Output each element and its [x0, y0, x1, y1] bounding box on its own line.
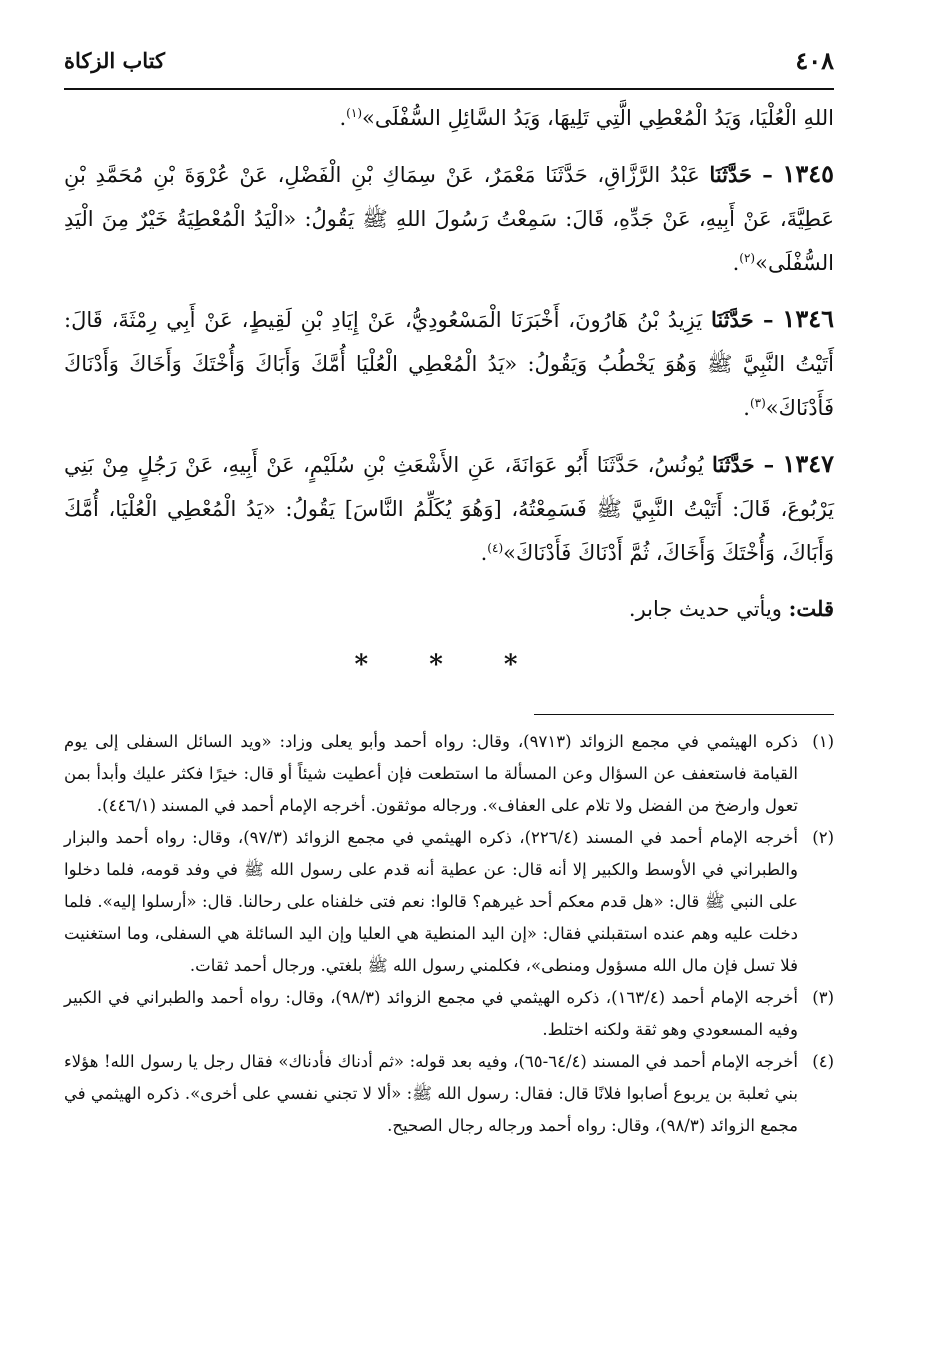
- footnote: [64, 822, 834, 982]
- footnote: [64, 982, 834, 1046]
- footnote-ref: (٣): [749, 396, 766, 410]
- hadith-paragraph: ١٣٤٦ – حَدَّثَنَا يَزِيدُ بْنُ هَارُونَ، أَخْبَرَنَا الْمَسْعُودِيُّ، عَنْ إِيَادِ بْنِ لَقِيطٍ، عَنْ أَبِي رِمْثَةَ، قَالَ: أَتَيْتُ النَّبِيَّ ﷺ وَهُوَ يَخْطُبُ وَيَقُولُ: «يَدُ الْمُعْطِي الْعُلْيَا أُمَّكَ وَأَبَاكَ وَأُخْتَكَ وَأَخَاكَ وَأَدْنَاكَ فَأَدْنَاكَ»$^{(٣)}$.: [64, 304, 834, 420]
- footnote-marker: (١): [812, 732, 834, 751]
- footnote-text: أخرجه الإمام أحمد في المسند (٦٤/٤-٦٥)، وفيه بعد قوله: «ثم أدناك فأدناك» فقال رجل يا رسول الله! هؤلاء بني ثعلبة بن يربوع أصابوا فلانًا قال: فقال: رسول الله ﷺ: «ألا لا تجني نفسي على أخرى». ذكره الهيثمي في مجمع الزوائد (٩٨/٣)، وقال: رواه أحمد ورجاله رجال الصحيح.: [64, 1052, 798, 1135]
- page-header: [64, 38, 834, 90]
- page-number: ٤٠٨: [795, 46, 834, 75]
- hadith-paragraph: ١٣٤٥ – حَدَّثَنَا عَبْدُ الرَّزَّاقِ، حَدَّثَنَا مَعْمَرٌ، عَنْ سِمَاكِ بْنِ الْفَضْلِ، عَنْ عُرْوَةَ بْنِ مُحَمَّدِ بْنِ عَطِيَّةَ، عَنْ أَبِيهِ، عَنْ جَدِّهِ، قَالَ: سَمِعْتُ رَسُولَ اللهِ ﷺ يَقُولُ: «الْيَدُ الْمُعْطِيَةُ خَيْرٌ مِنَ الْيَدِ السُّفْلَى»$^{(٢)}$.: [64, 159, 834, 275]
- qult-text: ويأتي حديث جابر.: [628, 597, 782, 621]
- footnote-text: أخرجه الإمام أحمد (١٦٣/٤)، ذكره الهيثمي في مجمع الزوائد (٩٨/٣)، وقال: رواه أحمد والطبراني في الكبير وفيه المسعودي وهو ثقة ولكنه اختلط.: [64, 988, 798, 1039]
- hadith-number: ١٣٤٧: [782, 449, 834, 478]
- footnotes: [64, 726, 834, 1142]
- qult-paragraph: [64, 587, 834, 631]
- footnote-text: أخرجه الإمام أحمد في المسند (٢٢٦/٤)، ذكره الهيثمي في مجمع الزوائد (٩٧/٣)، وقال: رواه أحمد والبزار والطبراني في الأوسط والكبير إلا أنه قال: عن عطية أنه قدم على رسول الله ﷺ في وفد قومه، فلما دخلوا على النبي ﷺ قال: «هل قدم معكم أحد غيرهم؟ قالوا: نعم فتى خلفناه على رحالنا. قال: «أرسلوا إليه». فلما دخلت عليه وهم عنده استقبلني فقال: «إن اليد المنطية هي العليا وإن اليد السائلة هي السفلى، وما استغنيت فلا تسل فإن مال الله مسؤول ومنطى»، فكلمني رسول الله ﷺ بلغتي. ورجال أحمد ثقات.: [64, 828, 799, 975]
- hadith-text: يَزِيدُ بْنُ هَارُونَ، أَخْبَرَنَا الْمَسْعُودِيُّ، عَنْ إِيَادِ بْنِ لَقِيطٍ، عَنْ أَبِي رِمْثَةَ، قَالَ: أَتَيْتُ النَّبِيَّ ﷺ وَهُوَ يَخْطُبُ وَيَقُولُ: «يَدُ الْمُعْطِي الْعُلْيَا أُمَّكَ وَأَبَاكَ وَأُخْتَكَ وَأَخَاكَ وَأَدْنَاكَ فَأَدْنَاكَ»: [64, 308, 834, 420]
- footnote: [64, 1046, 834, 1142]
- hadith-number: ١٣٤٦: [782, 304, 834, 333]
- continuation-paragraph: اللهِ الْعُلْيَا، وَيَدُ الْمُعْطِي الَّتِي تَلِيهَا، وَيَدُ السَّائِلِ السُّفْلَى»$^{(١)}$.: [339, 106, 834, 130]
- hadith-text: عَبْدُ الرَّزَّاقِ، حَدَّثَنَا مَعْمَرٌ، عَنْ سِمَاكِ بْنِ الْفَضْلِ، عَنْ عُرْوَةَ بْنِ مُحَمَّدِ بْنِ عَطِيَّةَ، عَنْ أَبِيهِ، عَنْ جَدِّهِ، قَالَ: سَمِعْتُ رَسُولَ اللهِ ﷺ يَقُولُ: «الْيَدُ الْمُعْطِيَةُ خَيْرٌ مِنَ الْيَدِ السُّفْلَى»: [64, 163, 834, 275]
- footnote: [64, 726, 834, 822]
- main-text: [64, 96, 834, 687]
- book-title: كتاب الزكاة: [64, 48, 166, 73]
- narration-word: حَدَّثَنَا: [709, 162, 753, 187]
- continuation-text: اللهِ الْعُلْيَا، وَيَدُ الْمُعْطِي الَّتِي تَلِيهَا، وَيَدُ السَّائِلِ السُّفْلَى»: [362, 106, 834, 130]
- section-separator: * * *: [354, 650, 544, 680]
- hadith-text: يُونُسُ، حَدَّثَنَا أَبُو عَوَانَةَ، عَنِ الأَشْعَثِ بْنِ سُلَيْمٍ، عَنْ أَبِيهِ، عَنْ رَجُلٍ مِنْ بَنِي يَرْبُوعَ، قَالَ: أَتَيْتُ النَّبِيَّ ﷺ فَسَمِعْتُهُ، [وَهُوَ يُكَلِّمُ النَّاسَ] يَقُولُ: «يَدُ الْمُعْطِي الْعُلْيَا، أُمَّكَ وَأَبَاكَ، وَأُخْتَكَ وَأَخَاكَ، ثُمَّ أَدْنَاكَ فَأَدْنَاكَ»: [64, 453, 834, 565]
- qult-label: قلت:: [788, 596, 834, 621]
- narration-word: حَدَّثَنَا: [712, 452, 755, 477]
- footnote-divider: [534, 714, 834, 715]
- footnote-text: ذكره الهيثمي في مجمع الزوائد (٩٧١٣)، وقال: رواه أحمد وأبو يعلى وزاد: «ويد السائل السفلى إلى يوم القيامة فاستعفف عن السؤال وعن المسألة ما استطعت فإن أعطيت شيئاً أو قال: خيرًا فكثر عليك وأبدأ بمن تعول وارضخ من الفضل ولا تلام على العفاف». ورجاله موثقون. أخرجه الإمام أحمد في المسند (٤٤٦/١).: [64, 732, 798, 815]
- footnote-marker: (٢): [812, 828, 834, 847]
- hadith-paragraph: ١٣٤٧ – حَدَّثَنَا يُونُسُ، حَدَّثَنَا أَبُو عَوَانَةَ، عَنِ الأَشْعَثِ بْنِ سُلَيْمٍ، عَنْ أَبِيهِ، عَنْ رَجُلٍ مِنْ بَنِي يَرْبُوعَ، قَالَ: أَتَيْتُ النَّبِيَّ ﷺ فَسَمِعْتُهُ، [وَهُوَ يُكَلِّمُ النَّاسَ] يَقُولُ: «يَدُ الْمُعْطِي الْعُلْيَا، أُمَّكَ وَأَبَاكَ، وَأُخْتَكَ وَأَخَاكَ، ثُمَّ أَدْنَاكَ فَأَدْنَاكَ»$^{(٤)}$.: [64, 449, 834, 565]
- footnote-marker: (٤): [812, 1052, 834, 1071]
- narration-word: حَدَّثَنَا: [710, 307, 754, 332]
- footnote-ref: (١): [346, 106, 362, 120]
- hadith-number: ١٣٤٥: [782, 159, 834, 188]
- footnote-ref: (٢): [739, 251, 756, 265]
- book-page: [64, 38, 834, 1338]
- footnote-marker: (٣): [812, 988, 834, 1007]
- footnote-ref: (٤): [487, 541, 504, 555]
